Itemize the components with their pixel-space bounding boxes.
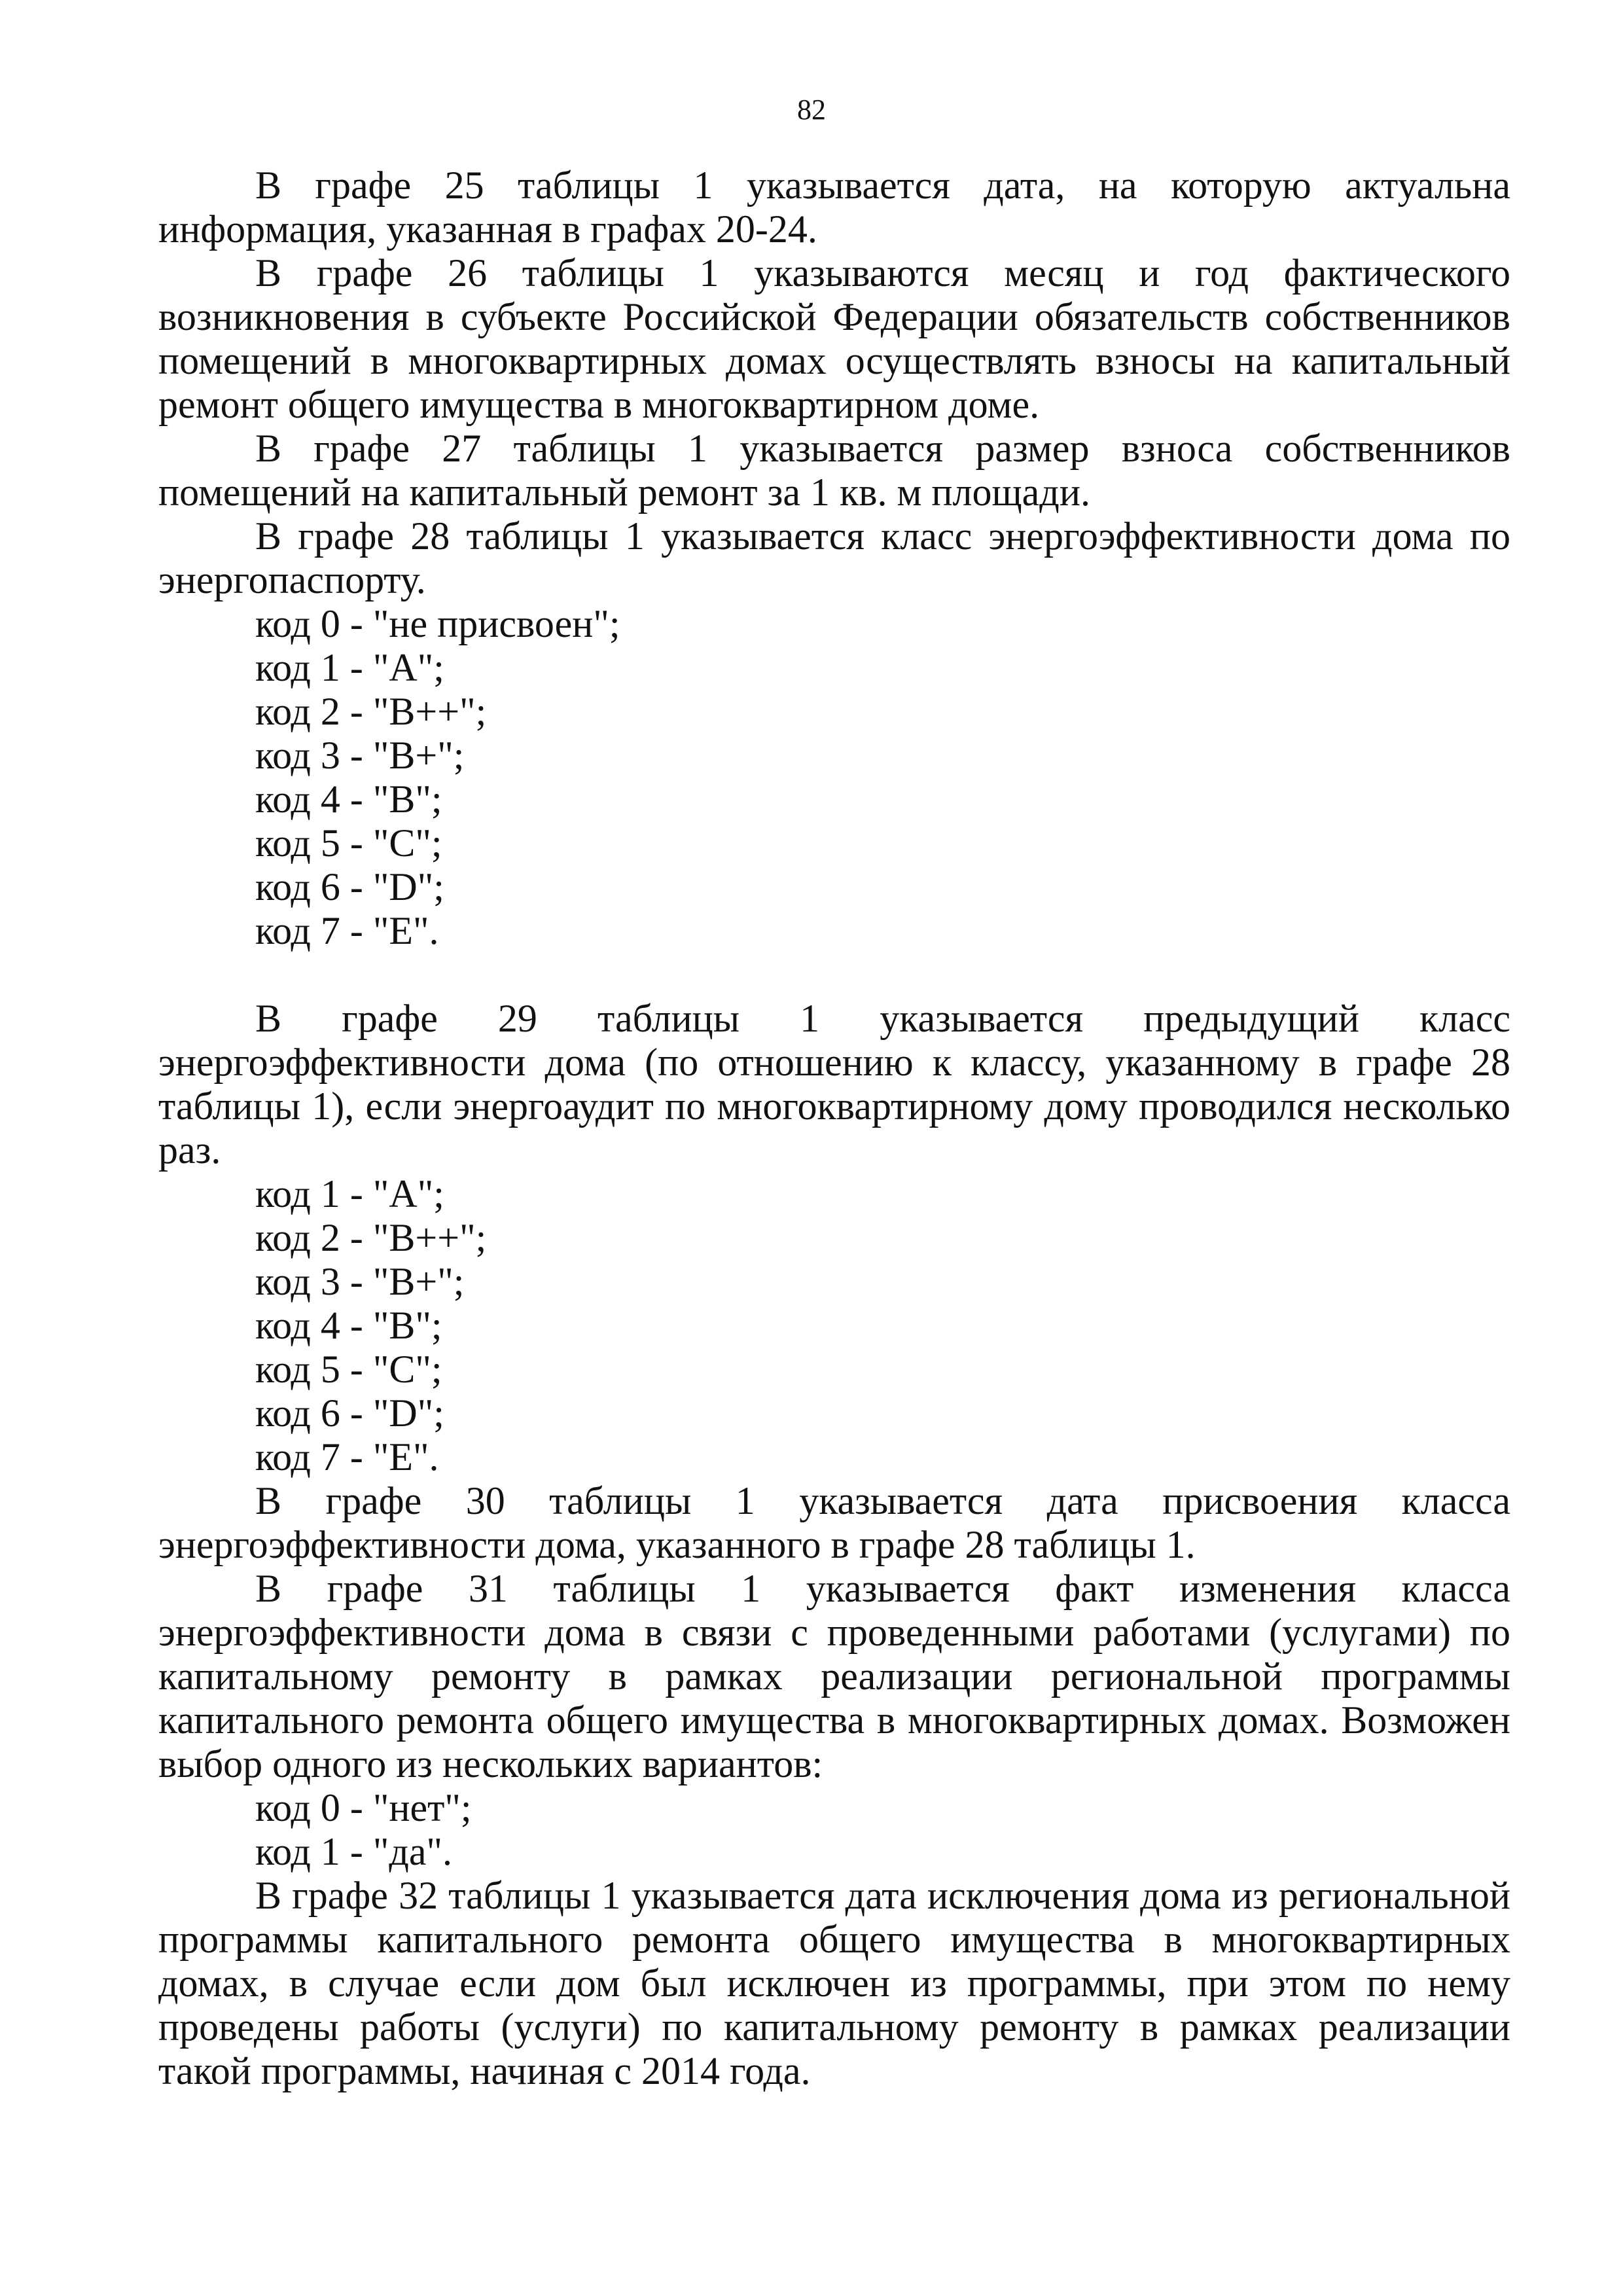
paragraph-column-28: В графе 28 таблицы 1 указывается класс энергоэффективности дома по энергопаспорту. xyxy=(158,514,1510,601)
paragraph-column-32: В графе 32 таблицы 1 указывается дата исключения дома из региональной программы капитального ремонта общего имущества в многоквартирных домах, в случае если дом был исключен из программы, при этом по нему проведены работы (услуги) по капитальному ремонту в рамках реализации такой программы, начиная с 2014 года. xyxy=(158,1874,1510,2092)
code-item: код 2 - "B++"; xyxy=(255,1216,487,1259)
code-item: код 3 - "B+"; xyxy=(255,1260,465,1303)
code-item: код 5 - "C"; xyxy=(255,1348,442,1391)
code-list-column-31 xyxy=(158,1786,1510,1874)
code-item: код 7 - "E". xyxy=(255,1435,439,1479)
paragraph-column-30: В графе 30 таблицы 1 указывается дата присвоения класса энергоэффективности дома, указанного в графе 28 таблицы 1. xyxy=(158,1479,1510,1566)
paragraph-column-29: В графе 29 таблицы 1 указывается предыдущий класс энергоэффективности дома (по отношению к классу, указанному в графе 28 таблицы 1), если энергоаудит по многоквартирному дому проводился несколько раз. xyxy=(158,997,1510,1172)
code-list-column-29 xyxy=(158,1172,1510,1479)
code-item: код 4 - "B"; xyxy=(255,1304,442,1347)
code-item: код 0 - "не присвоен"; xyxy=(255,602,620,645)
paragraph-column-26: В графе 26 таблицы 1 указываются месяц и год фактического возникновения в субъекте Российской Федерации обязательств собственников помещений в многоквартирных домах осуществлять взносы на капитальный ремонт общего имущества в многоквартирном доме. xyxy=(158,251,1510,426)
code-item: код 1 - "да". xyxy=(255,1830,453,1873)
paragraph-column-27: В графе 27 таблицы 1 указывается размер взноса собственников помещений на капитальный ремонт за 1 кв. м площади. xyxy=(158,427,1510,514)
page-number: 82 xyxy=(797,94,826,126)
document-body xyxy=(158,164,1510,2093)
blank-line xyxy=(158,953,1510,997)
code-item: код 6 - "D"; xyxy=(255,865,444,908)
code-list-column-28 xyxy=(158,602,1510,953)
code-item: код 4 - "B"; xyxy=(255,778,442,821)
paragraph-column-25: В графе 25 таблицы 1 указывается дата, на которую актуальна информация, указанная в графах 20-24. xyxy=(158,164,1510,251)
code-item: код 2 - "B++"; xyxy=(255,690,487,733)
code-item: код 6 - "D"; xyxy=(255,1391,444,1435)
code-item: код 1 - "A"; xyxy=(255,1172,444,1215)
code-item: код 0 - "нет"; xyxy=(255,1786,472,1829)
code-item: код 3 - "B+"; xyxy=(255,734,465,777)
paragraph-column-31: В графе 31 таблицы 1 указывается факт изменения класса энергоэффективности дома в связи с проведенными работами (услугами) по капитальному ремонту в рамках реализации региональной программы капитального ремонта общего имущества в многоквартирных домах. Возможен выбор одного из нескольких вариантов: xyxy=(158,1567,1510,1785)
code-item: код 5 - "C"; xyxy=(255,821,442,865)
code-item: код 7 - "E". xyxy=(255,909,439,952)
code-item: код 1 - "A"; xyxy=(255,646,444,689)
